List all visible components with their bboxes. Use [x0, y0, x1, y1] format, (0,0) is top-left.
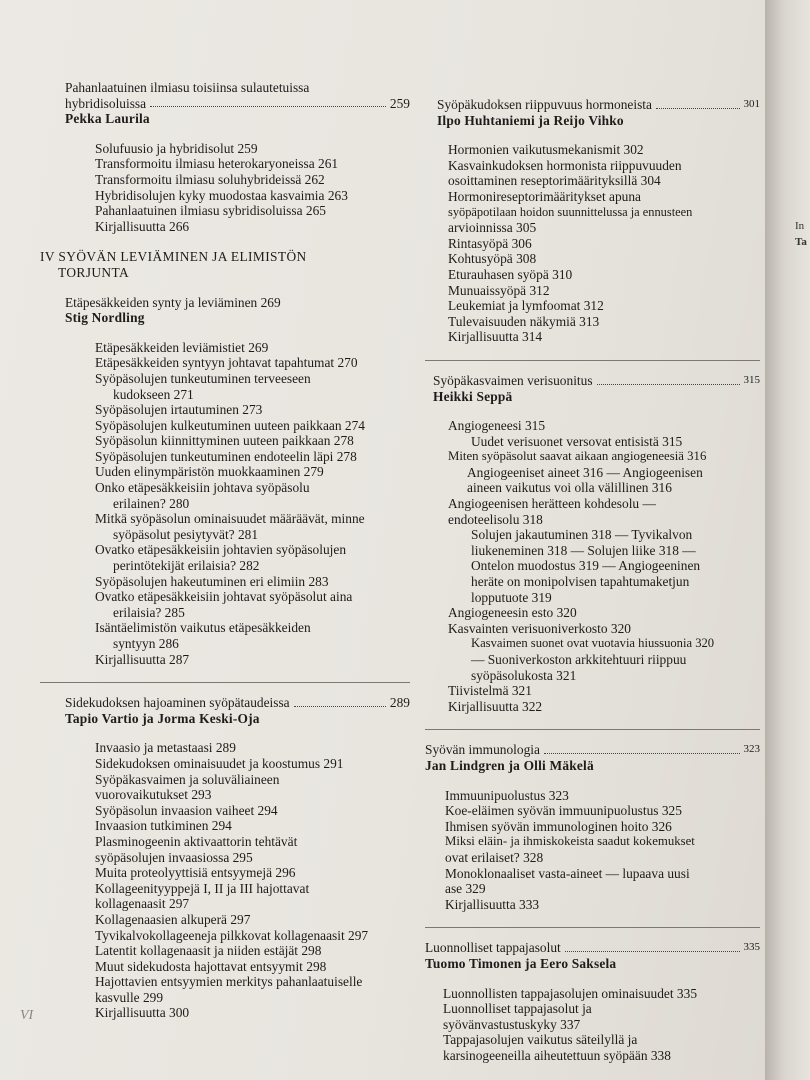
toc-entry: Tulevaisuuden näkymiä 313 — [448, 313, 600, 329]
part-heading-line: IV SYÖVÄN LEVIÄMINEN JA ELIMISTÖN — [40, 249, 307, 265]
section-title: Etäpesäkkeiden synty ja leviäminen 269 — [65, 294, 281, 310]
toc-entry: Tappajasolujen vaikutus säteilyllä ja — [443, 1032, 638, 1048]
section-title-text: Sidekudoksen hajoaminen syöpätaudeissa — [65, 695, 290, 711]
toc-entry: Angiogeenisen herätteen kohdesolu — — [448, 496, 656, 512]
toc-entry: Monoklonaaliset vasta-aineet — lupaava uusi — [445, 865, 690, 881]
toc-entry: Transformoitu ilmiasu soluhybrideissä 262 — [95, 171, 325, 187]
toc-entry: Sidekudoksen ominaisuudet ja koostumus 291 — [95, 755, 344, 771]
toc-entry: Angiogeneesi 315 — [448, 418, 546, 434]
toc-entry: Syöpäkasvaimen ja soluväliaineen — [95, 771, 280, 787]
toc-section-etapesakkeet — [40, 295, 410, 668]
toc-entry: syöpäsolujen invaasiossa 295 — [95, 849, 253, 865]
toc-subentry: Kasvaimen suonet ovat vuotavia hiussuonia 320 — [471, 636, 715, 651]
section-divider — [425, 360, 760, 361]
right-column — [425, 97, 760, 1078]
toc-entry: endoteelisolu 318 — [448, 511, 543, 527]
toc-entry: Ovatko etäpesäkkeisiin johtavat syöpäsolut aina — [95, 589, 353, 605]
toc-entry: syöpäsolut pesiytyvät? 281 — [113, 526, 259, 542]
toc-entry: Hybridisolujen kyky muodostaa kasvaimia 263 — [95, 187, 348, 203]
toc-entry: arvioinnissa 305 — [448, 220, 537, 236]
section-title-text: Syöpäkasvaimen verisuonitus — [433, 372, 593, 388]
section-page-number: 259 — [389, 95, 410, 111]
entry-list — [425, 788, 760, 913]
toc-section-hormonit — [425, 97, 760, 345]
toc-section-hybridisolut — [40, 80, 410, 234]
toc-entry: kollagenaasit 297 — [95, 896, 190, 912]
toc-entry: ovat erilaiset? 328 — [445, 849, 544, 865]
toc-entry: Kollagenaasien alkuperä 297 — [95, 911, 251, 927]
section-author: Pekka Laurila — [65, 111, 150, 127]
toc-entry: Leukemiat ja lymfoomat 312 — [448, 298, 604, 314]
entry-list — [40, 141, 410, 235]
toc-entry: Hormonireseptorimääritykset apuna — [448, 188, 641, 204]
dot-leader — [656, 108, 740, 109]
edge-fragment: Ta — [795, 236, 807, 248]
toc-entry: Kirjallisuutta 266 — [95, 218, 190, 234]
toc-entry: Transformoitu ilmiasu heterokaryoneissa 261 — [95, 156, 339, 172]
section-author: Heikki Seppä — [433, 388, 513, 404]
section-author: Jan Lindgren ja Olli Mäkelä — [425, 757, 594, 773]
toc-entry: Muita proteolyyttisiä entsyymejä 296 — [95, 865, 296, 881]
toc-subentry: Ontelon muodostus 319 — Angiogeeninen — [471, 558, 701, 574]
toc-section-sidekudos — [40, 695, 410, 1021]
section-page-number: 301 — [743, 98, 760, 110]
toc-entry: Immuunipuolustus 323 — [445, 787, 569, 803]
toc-subentry: aineen vaikutus voi olla välillinen 316 — [467, 480, 672, 496]
dot-leader — [565, 951, 740, 952]
toc-entry: Isäntäelimistön vaikutus etäpesäkkeiden — [95, 620, 311, 636]
section-title-text: Syövän immunologia — [425, 742, 540, 758]
toc-entry: Angiogeneesin esto 320 — [448, 605, 577, 621]
toc-entry: osoittaminen reseptorimäärityksillä 304 — [448, 173, 661, 189]
toc-entry: Hajottavien entsyymien merkitys pahanlaatuiselle — [95, 974, 363, 990]
section-title-line: Pahanlaatuinen ilmiasu toisiinsa sulautetuissa — [65, 80, 310, 95]
section-author: Stig Nordling — [65, 310, 145, 326]
section-divider — [425, 729, 760, 730]
toc-entry: Miten syöpäsolut saavat aikaan angiogeneesiä 316 — [448, 449, 707, 464]
toc-entry: Hormonien vaikutusmekanismit 302 — [448, 142, 644, 158]
toc-entry: kasvulle 299 — [95, 989, 164, 1005]
next-page-edge — [765, 0, 810, 1080]
dot-leader — [150, 106, 386, 107]
toc-entry: Etäpesäkkeiden leviämistiet 269 — [95, 339, 269, 355]
toc-entry: Kirjallisuutta 314 — [448, 329, 543, 345]
toc-entry: Luonnolliset tappajasolut ja — [443, 1001, 592, 1017]
entry-list — [425, 142, 760, 345]
section-title-line: hybridisoluissa — [65, 95, 147, 111]
toc-section-verisuonitus — [425, 373, 760, 714]
section-divider — [425, 927, 760, 928]
section-title-text: Syöpäkudoksen riippuvuus hormoneista — [437, 97, 652, 112]
toc-entry: Syöpäsolun invaasion vaiheet 294 — [95, 802, 278, 818]
toc-subentry: — Suoniverkoston arkkitehtuuri riippuu — [471, 652, 687, 667]
toc-entry: Onko etäpesäkkeisiin johtava syöpäsolu — [95, 480, 310, 496]
section-page-number: 323 — [743, 743, 760, 756]
toc-entry: karsinogeeneilla aiheutettuun syöpään 338 — [443, 1047, 671, 1063]
toc-subentry: Solujen jakautuminen 318 — Tyvikalvon — [471, 527, 693, 543]
entry-list — [425, 986, 760, 1064]
section-divider — [40, 682, 410, 683]
toc-entry: ase 329 — [445, 881, 486, 897]
left-column — [40, 80, 410, 1036]
toc-entry: Luonnollisten tappajasolujen ominaisuudet 335 — [443, 985, 698, 1001]
page-number-roman: VI — [20, 1008, 34, 1023]
toc-entry: Tiivistelmä 321 — [448, 683, 532, 699]
toc-entry: Munuaissyöpä 312 — [448, 282, 550, 298]
toc-entry: Ovatko etäpesäkkeisiin johtavien syöpäsolujen — [95, 542, 347, 558]
part-heading-line: TORJUNTA — [58, 264, 130, 280]
toc-entry: Syöpäsolujen tunkeutuminen endoteelin läpi 278 — [95, 448, 357, 464]
toc-entry: Plasminogeenin aktivaattorin tehtävät — [95, 833, 298, 849]
toc-entry: Uuden elinympäristön muokkaaminen 279 — [95, 464, 324, 480]
toc-entry: Kirjallisuutta 322 — [448, 698, 543, 714]
section-title — [425, 373, 760, 389]
part-heading — [40, 249, 410, 280]
toc-entry: Kohtusyöpä 308 — [448, 251, 537, 267]
toc-entry: Syöpäsolujen hakeutuminen eri elimiin 283 — [95, 573, 329, 589]
section-title — [425, 97, 760, 113]
toc-entry: Muut sidekudosta hajottavat entsyymit 298 — [95, 958, 327, 974]
toc-entry: Miksi eläin- ja ihmiskokeista saadut kokemukset — [445, 834, 695, 849]
toc-entry: Pahanlaatuinen ilmiasu sybridisoluissa 265 — [95, 203, 326, 219]
section-author: Tapio Vartio ja Jorma Keski-Oja — [65, 710, 260, 726]
section-title — [425, 742, 760, 758]
toc-entry: kudokseen 271 — [113, 386, 194, 402]
toc-entry: Eturauhasen syöpä 310 — [448, 266, 573, 282]
toc-entry: erilainen? 280 — [113, 495, 190, 511]
section-title — [40, 80, 410, 111]
toc-section-tappajasolut — [425, 940, 760, 1063]
toc-entry: Invaasion tutkiminen 294 — [95, 818, 232, 834]
dot-leader — [544, 753, 740, 754]
toc-entry: vuorovaikutukset 293 — [95, 787, 212, 803]
section-title — [425, 940, 760, 956]
entry-list — [40, 740, 410, 1021]
section-title-text: Luonnolliset tappajasolut — [425, 940, 561, 956]
toc-entry: Invaasio ja metastaasi 289 — [95, 740, 236, 756]
dot-leader — [597, 384, 740, 385]
toc-section-immunologia — [425, 742, 760, 912]
section-author: Ilpo Huhtaniemi ja Reijo Vihko — [437, 112, 624, 128]
toc-subentry: syöpäsolukosta 321 — [471, 667, 577, 683]
toc-entry: Syöpäsolun kiinnittyminen uuteen paikkaan 278 — [95, 433, 354, 449]
section-page-number: 289 — [389, 695, 410, 711]
toc-subentry: Angiogeeniset aineet 316 — Angiogeenisen — [467, 464, 703, 480]
toc-entry: Latentit kollagenaasit ja niiden estäjät 298 — [95, 943, 322, 959]
toc-entry: Koe-eläimen syövän immuunipuolustus 325 — [445, 803, 682, 819]
toc-entry: syöpäpotilaan hoidon suunnittelussa ja ennusteen — [448, 204, 693, 219]
toc-entry: Kollageenityyppejä I, II ja III hajottavat — [95, 880, 310, 896]
toc-entry: Etäpesäkkeiden syntyyn johtavat tapahtumat 270 — [95, 355, 358, 371]
toc-entry: syövänvastustuskyky 337 — [443, 1016, 581, 1032]
toc-entry: Tyvikalvokollageeneja pilkkovat kollagenaasit 297 — [95, 927, 369, 943]
section-author: Tuomo Timonen ja Eero Saksela — [425, 955, 617, 971]
toc-entry: Syöpäsolujen kulkeutuminen uuteen paikkaan 274 — [95, 417, 365, 433]
toc-entry: perintötekijät erilaisia? 282 — [113, 558, 260, 574]
dot-leader — [294, 706, 386, 707]
toc-subentry: heräte on monipolvisen tapahtumaketjun — [471, 574, 690, 590]
section-page-number: 315 — [743, 373, 760, 386]
edge-fragment: In — [795, 220, 805, 232]
toc-entry: Kirjallisuutta 333 — [445, 896, 540, 912]
toc-entry: Syöpäsolujen tunkeutuminen terveeseen — [95, 370, 311, 386]
entry-list — [425, 418, 760, 714]
toc-entry: Rintasyöpä 306 — [448, 235, 532, 251]
toc-subentry: lopputuote 319 — [471, 589, 552, 605]
toc-subentry: Uudet verisuonet versovat entisistä 315 — [471, 433, 683, 449]
entry-list — [40, 340, 410, 667]
toc-entry: syntyyn 286 — [113, 636, 179, 651]
toc-entry: Kasvainten verisuoniverkosto 320 — [448, 620, 631, 636]
section-page-number: 335 — [743, 941, 760, 954]
toc-entry: Solufuusio ja hybridisolut 259 — [95, 140, 258, 156]
toc-entry: Kasvainkudoksen hormonista riippuvuuden — [448, 157, 682, 173]
toc-entry: Ihmisen syövän immunologinen hoito 326 — [445, 818, 672, 834]
toc-entry: Kirjallisuutta 300 — [95, 1005, 190, 1021]
toc-subentry: liukeneminen 318 — Solujen liike 318 — — [471, 542, 696, 558]
toc-entry: erilaisia? 285 — [113, 604, 185, 620]
section-title — [40, 695, 410, 711]
toc-entry: Syöpäsolujen irtautuminen 273 — [95, 402, 263, 418]
toc-entry: Mitkä syöpäsolun ominaisuudet määräävät, minne — [95, 511, 365, 527]
toc-entry: Kirjallisuutta 287 — [95, 651, 190, 667]
